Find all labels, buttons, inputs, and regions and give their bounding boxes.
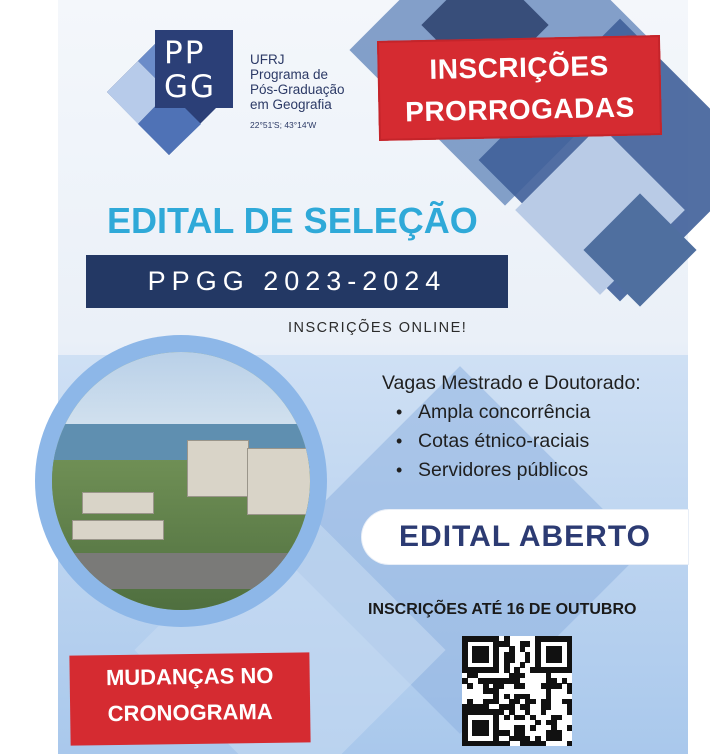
photo-building [247,448,310,515]
qr-module [530,699,536,705]
qr-module [546,704,552,710]
stamp-line: CRONOGRAMA [107,698,273,727]
campus-photo [52,352,310,610]
logo-text-line: em Geografia [250,97,332,112]
qr-module [520,715,526,721]
logo-text-line: UFRJ [250,52,285,67]
qr-module [493,667,499,673]
stamp-line: INSCRIÇÕES [429,50,610,85]
edital-status-text: EDITAL ABERTO [399,520,651,553]
qr-module [556,683,562,689]
vagas-heading: Vagas Mestrado e Doutorado: [382,372,641,394]
qr-module [541,709,547,715]
photo-building [187,440,249,497]
online-note: INSCRIÇÕES ONLINE! [288,320,468,336]
qr-module [567,667,573,673]
list-item: • Cotas étnico-raciais [396,427,590,456]
qr-module [567,688,573,694]
list-item: • Servidores públicos [396,456,590,485]
logo-coordinates: 22°51'S; 43°14'W [250,120,317,130]
qr-module [467,683,473,689]
qr-module [504,741,510,747]
qr-module [483,657,489,663]
deadline-text: INSCRIÇÕES ATÉ 16 DE OUTUBRO [368,601,637,618]
program-banner [86,255,508,308]
qr-module [530,725,536,731]
qr-module [567,725,573,731]
banner-text: PPGG 2023-2024 [147,266,447,296]
photo-building [82,492,154,514]
vagas-list [396,398,590,485]
qr-module [556,736,562,742]
logo-mark-text: GG [164,69,217,105]
qr-module [567,741,573,747]
logo-mark-text: PP [164,35,206,71]
qr-module [520,662,526,668]
qr-module [520,673,526,679]
qr-module [525,641,531,647]
list-item: • Ampla concorrência [396,398,590,427]
qr-module [509,657,515,663]
qr-module [499,683,505,689]
qr-module [483,730,489,736]
stamp-mudancas-cronograma [69,652,310,745]
qr-module [556,715,562,721]
qr-module [567,709,573,715]
logo-text-line: Programa de [250,67,329,82]
photo-road [52,553,310,589]
qr-module [556,657,562,663]
logo-text [250,52,345,112]
page-title: EDITAL DE SELEÇÃO [107,200,478,241]
stamp-line: MUDANÇAS NO [105,662,274,691]
stamp-inscricoes-prorrogadas [377,35,662,141]
qr-code-icon[interactable] [462,636,572,746]
edital-aberto-badge [362,510,688,564]
qr-module [520,683,526,689]
logo-text-line: Pós-Graduação [250,82,345,97]
qr-module [535,720,541,726]
photo-building [72,520,164,540]
qr-module [541,741,547,747]
qr-module [504,715,510,721]
stamp-line: PRORROGADAS [404,91,635,128]
qr-module [525,657,531,663]
